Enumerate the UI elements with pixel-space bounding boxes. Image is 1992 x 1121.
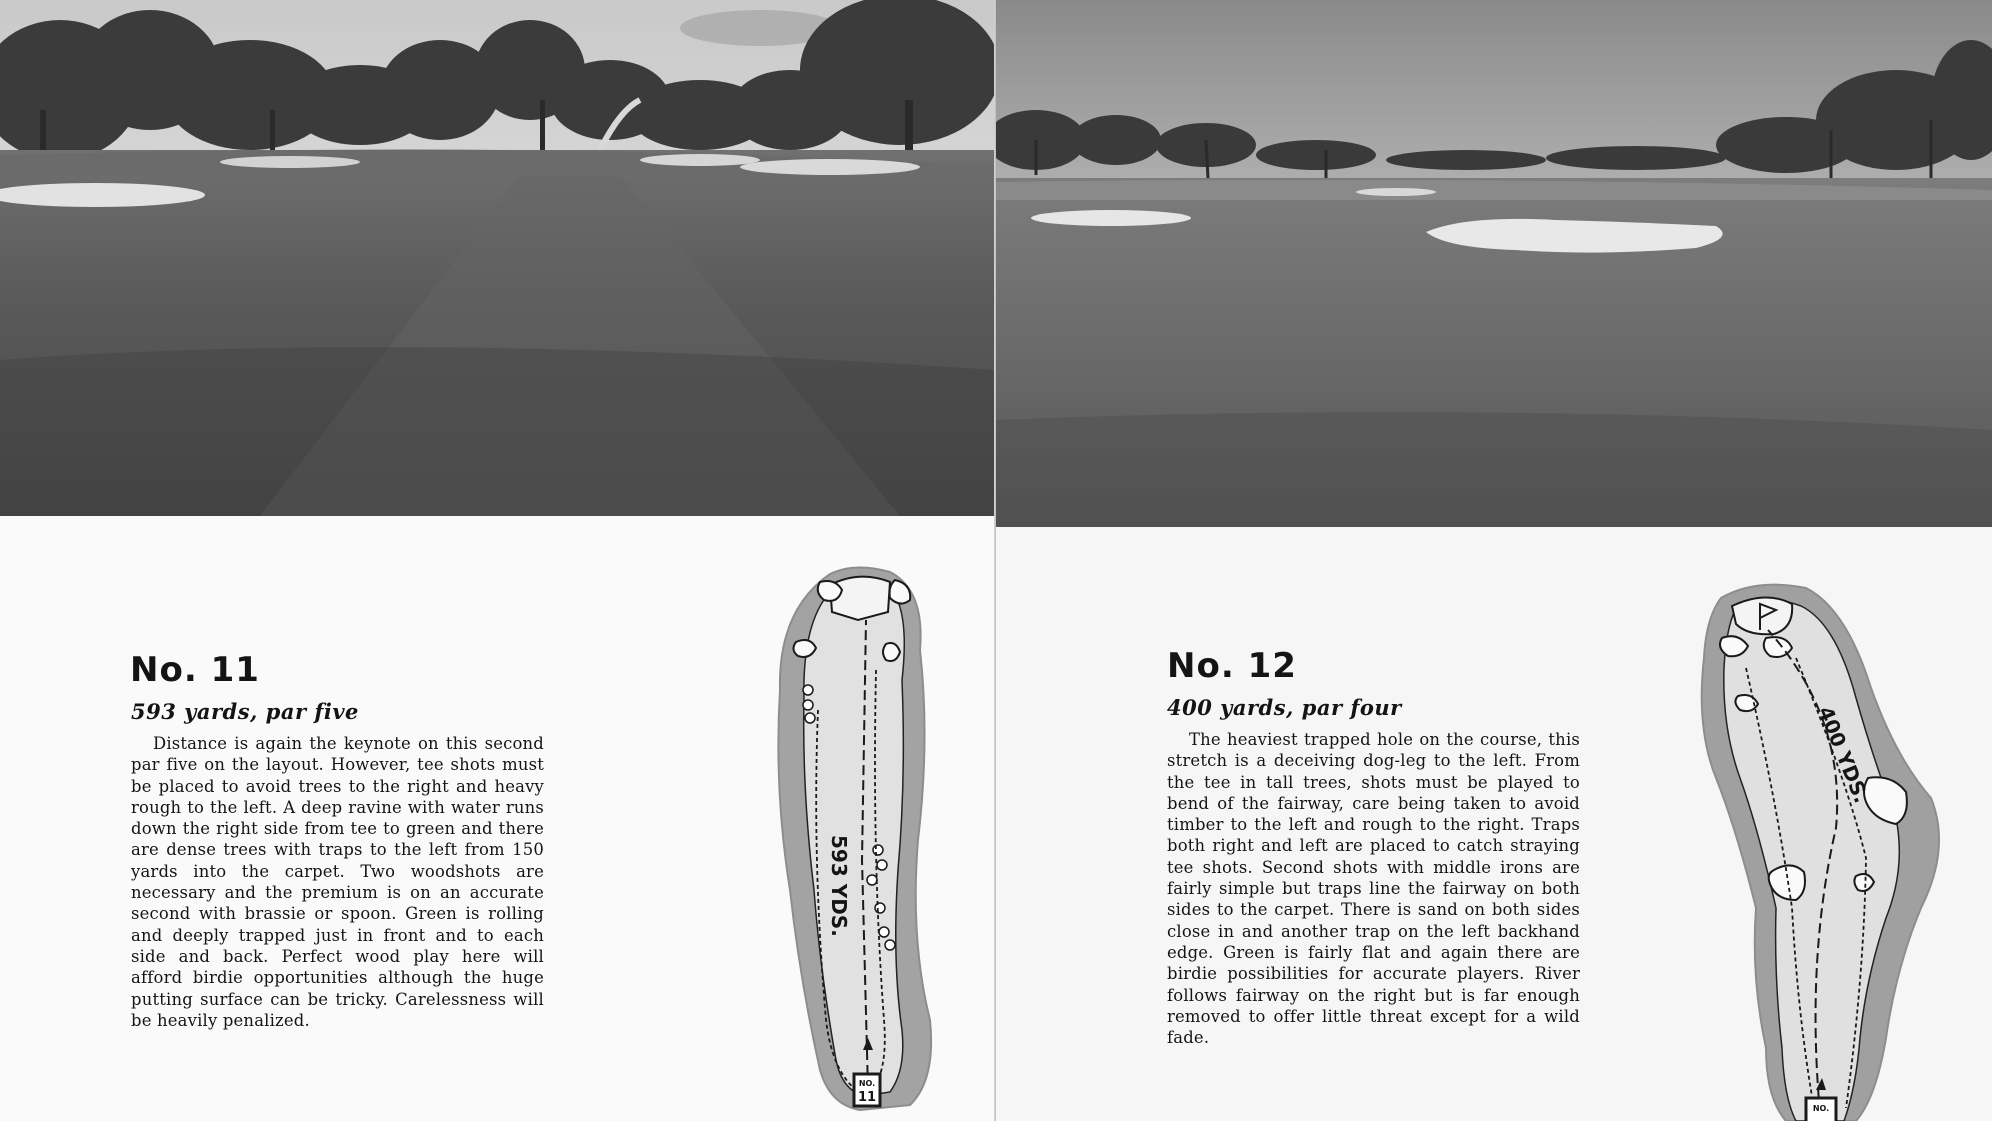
hole-11-tee-plate-number: 11 [857,1090,877,1105]
hole-subtitle: 593 yards, par five [131,699,359,724]
hole-subtitle: 400 yards, par four [1167,695,1402,720]
hole-description: Distance is again the keynote on this second par five on the layout. However, tee shots must be placed to avoid trees to the right and heavy rough to the left. A deep ravine with water runs down the right side from tee to green and there are dense trees with traps to the left from 150 yards into the carpet. Two woodshots are necessary and the premium is on an accurate second with brassie or spoon. Green is rolling and deeply trapped just in front and to each side and back. Perfect wood play here will afford birdie opportunities although the huge putting surface can be tricky. Carelessness will be heavily penalized. [131,734,544,1030]
hole-title: No. 11 [130,650,260,690]
hole-12-yardage-label: 400 YDS. [1813,702,1874,807]
hole-12-fairway-photo [996,0,1992,527]
hole-12-diagram [1696,578,1956,1121]
hole-12-tee-plate-label: NO. [1812,1104,1830,1113]
hole-11-tee-plate-label: NO. [858,1079,876,1088]
hole-11-yardage-label: 593 YDS. [827,835,851,937]
hole-description: The heaviest trapped hole on the course, this stretch is a deceiving dog-leg to the left. From the tee in tall trees, shots must be played to bend of the fairway, care being taken to avoid timber to the left and rough to the right. Traps both right and left are placed to catch straying tee shots. Second shots with middle irons are fairly simple but traps line the fairway on both sides to the carpet. There is sand on both sides close in and another trap on the left backhand edge. Green is fairly flat and again there are birdie possibilities for accurate players. River follows fairway on the right but is far enough removed to offer little threat except for a wild fade. [1167,730,1580,1048]
hole-11-diagram [760,560,950,1112]
page-hole-12 [996,0,1992,1121]
hole-11-fairway-photo [0,0,996,516]
hole-title: No. 12 [1167,646,1297,686]
